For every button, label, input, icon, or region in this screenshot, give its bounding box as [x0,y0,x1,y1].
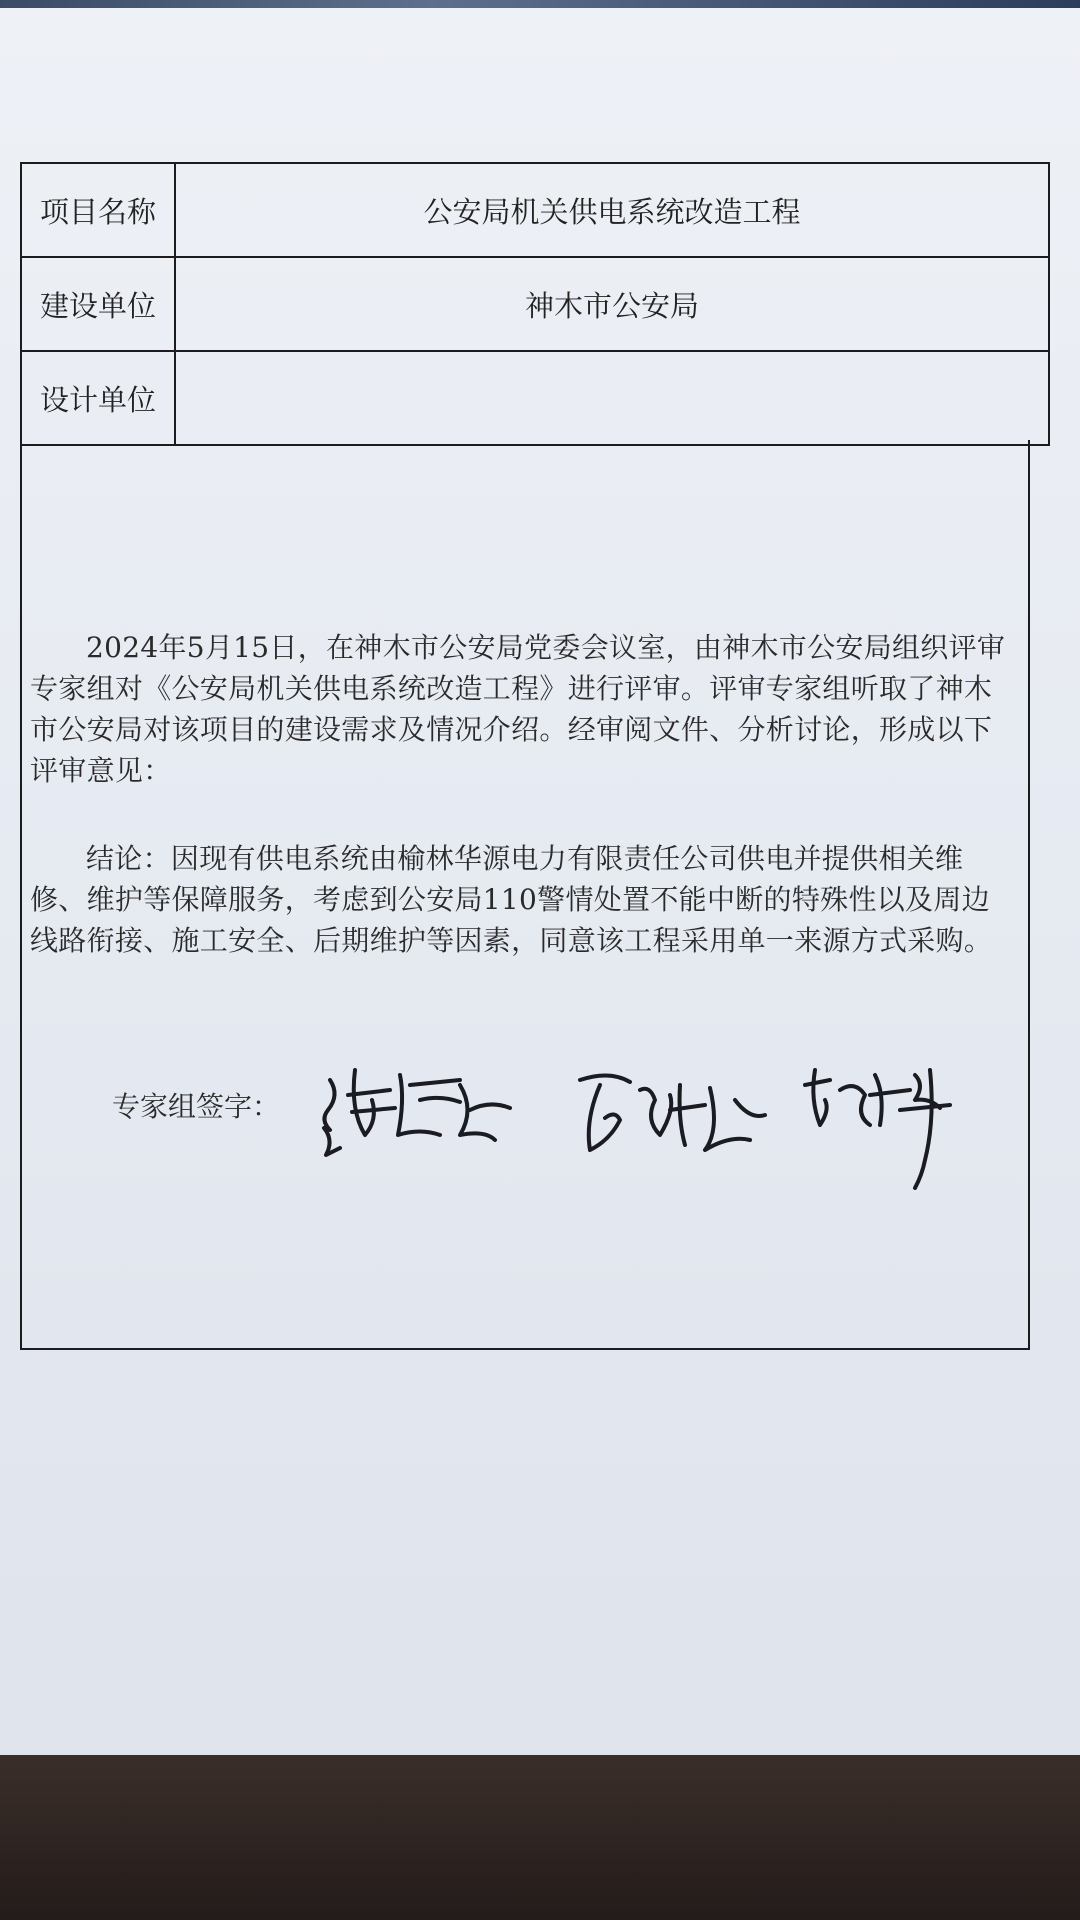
expert-signatures [310,1040,990,1190]
signature-2 [580,1075,765,1150]
signature-label: 专家组签字： [112,1090,281,1123]
design-unit-value [175,351,1049,445]
signature-1 [324,1070,510,1155]
table-row-design-unit [21,351,1049,445]
construction-unit-label: 建设单位 [21,257,175,351]
table-row-project-name [21,163,1049,257]
design-unit-label: 设计单位 [21,351,175,445]
review-intro-paragraph: 2024年5月15日，在神木市公安局党委会议室，由神木市公安局组织评审专家组对《公安局机关供电系统改造工程》进行评审。评审专家组听取了神木市公安局对该项目的建设需求及情况介绍。经审阅文件、分析讨论，形成以下评审意见： [30,631,1006,787]
construction-unit-value: 神木市公安局 [175,257,1049,351]
table-row-construction-unit [21,257,1049,351]
photo-bottom-background [0,1755,1080,1920]
project-info-table [20,162,1050,446]
signature-3 [805,1070,950,1188]
review-conclusion-paragraph: 结论：因现有供电系统由榆林华源电力有限责任公司供电并提供相关维修、维护等保障服务，考虑到公安局110警情处置不能中断的特殊性以及周边线路衔接、施工安全、后期维护等因素，同意该工程采用单一来源方式采购。 [30,842,993,957]
project-name-value: 公安局机关供电系统改造工程 [175,163,1049,257]
project-name-label: 项目名称 [21,163,175,257]
